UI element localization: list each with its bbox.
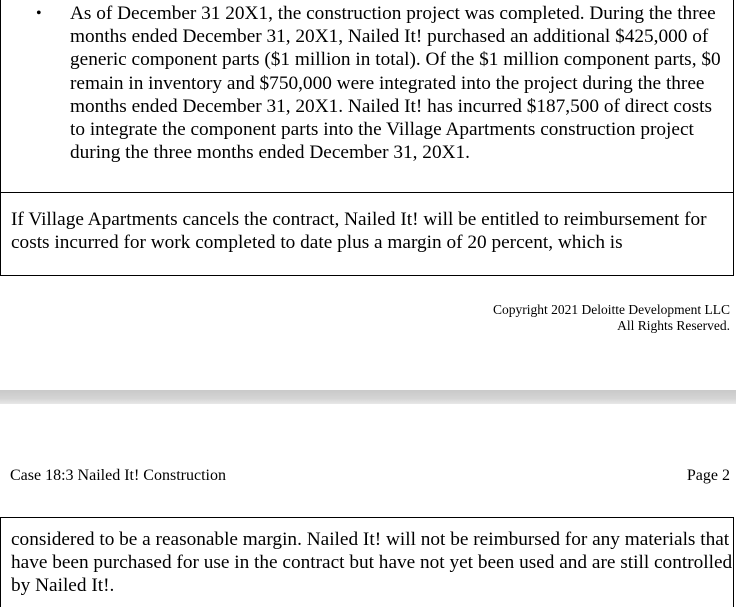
section-divider bbox=[0, 192, 734, 193]
copyright-line-2: All Rights Reserved. bbox=[617, 317, 730, 333]
bullet-item bbox=[36, 2, 732, 164]
copyright-line-1: Copyright 2021 Deloitte Development LLC bbox=[493, 302, 730, 317]
bullet-symbol: • bbox=[36, 5, 42, 22]
paragraph-cancellation-start: If Village Apartments cancels the contract, Nailed It! will be entitled to reimbursement for costs incurred for work completed to date plus a margin of 20 percent, which is bbox=[11, 209, 707, 254]
copyright-notice bbox=[493, 302, 730, 333]
running-header-case-title: Case 18:3 Nailed It! Construction bbox=[10, 467, 226, 484]
bullet-text: As of December 31 20X1, the construction project was completed. During the three months ended December 31, 20X1, Nailed It! purchased an additional $425,000 of generic component parts ($1 million in total). Of the $1 million component parts, $0 remain in inventory and $750,000 were integrated into the project during the three months ended December 31, 20X1. Nailed It! has incurred $187,500 of direct costs to integrate the component parts into the Village Apartments construction project during the three months ended December 31, 20X1. bbox=[70, 3, 721, 164]
paragraph-cancellation-continued: considered to be a reasonable margin. Nailed It! will not be reimbursed for any materials that have been purchased for use in the contract but have not yet been used and are still controlled by Nailed It!. bbox=[11, 529, 733, 597]
page-separator bbox=[0, 390, 736, 404]
running-header-page-number: Page 2 bbox=[686, 467, 730, 484]
